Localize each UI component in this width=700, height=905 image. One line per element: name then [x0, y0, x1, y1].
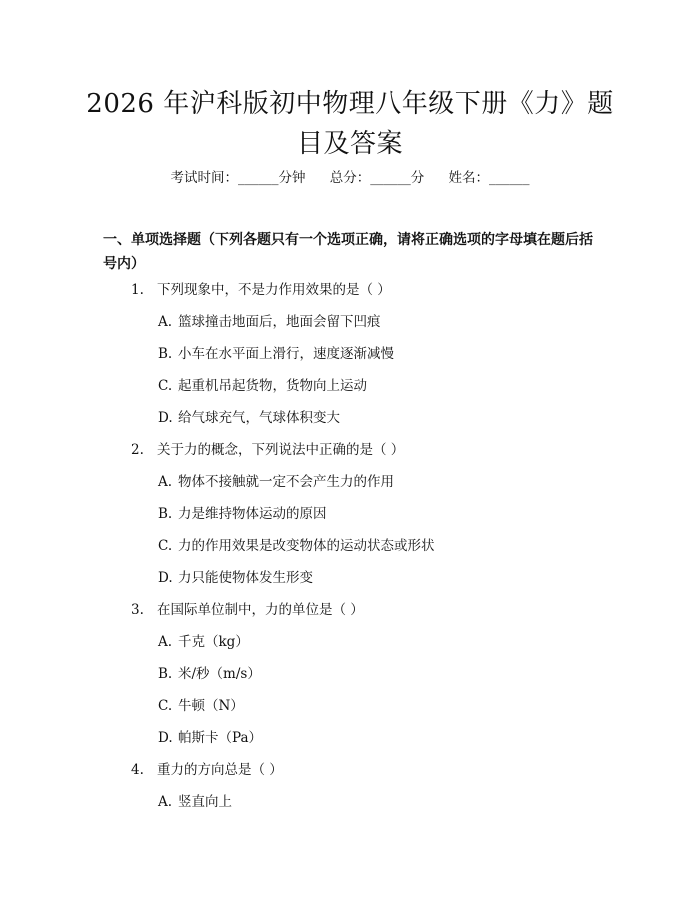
document-title: [60, 84, 640, 164]
option-letter: D.: [158, 410, 173, 426]
option-text: 物体不接触就一定不会产生力的作用: [178, 474, 394, 490]
option-1b: [158, 344, 394, 364]
option-letter: A.: [158, 634, 173, 650]
option-text: 力的作用效果是改变物体的运动状态或形状: [178, 538, 435, 554]
option-text: 力是维持物体运动的原因: [178, 506, 327, 522]
student-name: 姓名：______: [448, 170, 530, 186]
option-letter: C.: [158, 538, 173, 554]
option-letter: D.: [158, 570, 173, 586]
exam-meta: [0, 168, 700, 188]
option-1a: [158, 312, 381, 332]
question-text: 关于力的概念，下列说法中正确的是（ ）: [157, 442, 405, 458]
option-letter: B.: [158, 346, 173, 362]
question-text: 在国际单位制中，力的单位是（ ）: [157, 602, 364, 618]
option-letter: C.: [158, 698, 173, 714]
question-text: 重力的方向总是（ ）: [157, 762, 283, 778]
title-line-2: 目及答案: [296, 129, 403, 159]
option-text: 篮球撞击地面后，地面会留下凹痕: [178, 314, 381, 330]
question-number: 3.: [131, 602, 144, 618]
option-text: 竖直向上: [178, 794, 232, 810]
option-1c: [158, 376, 367, 396]
question-3: [131, 600, 364, 620]
option-3c: [158, 696, 244, 716]
option-letter: B.: [158, 506, 173, 522]
question-4: [131, 760, 283, 780]
option-4a: [158, 792, 232, 812]
question-number: 4.: [131, 762, 144, 778]
option-3d: [158, 728, 262, 748]
question-1: [131, 280, 391, 300]
question-number: 2.: [131, 442, 144, 458]
option-letter: A.: [158, 314, 173, 330]
option-2b: [158, 504, 327, 524]
option-1d: [158, 408, 340, 428]
option-text: 帕斯卡（Pa）: [178, 730, 263, 746]
option-text: 给气球充气，气球体积变大: [178, 410, 340, 426]
option-text: 力只能使物体发生形变: [178, 570, 313, 586]
option-letter: A.: [158, 474, 173, 490]
option-letter: C.: [158, 378, 173, 394]
option-letter: B.: [158, 666, 173, 682]
option-3b: [158, 664, 261, 684]
exam-time: 考试时间：______分钟: [170, 170, 306, 186]
option-text: 米/秒（m/s）: [178, 666, 261, 682]
option-text: 小车在水平面上滑行，速度逐渐减慢: [178, 346, 394, 362]
question-2: [131, 440, 404, 460]
option-3a: [158, 632, 249, 652]
option-text: 千克（kg）: [178, 634, 249, 650]
option-2d: [158, 568, 313, 588]
exam-score: 总分：______分: [329, 170, 425, 186]
section-title: 一、单项选择题（下列各题只有一个选项正确，请将正确选项的字母填在题后括号内）: [103, 232, 593, 272]
question-text: 下列现象中，不是力作用效果的是（ ）: [157, 282, 391, 298]
question-number: 1.: [131, 282, 144, 298]
option-text: 牛顿（N）: [178, 698, 244, 714]
title-line-1: 2026 年沪科版初中物理八年级下册《力》题: [86, 89, 614, 119]
option-2a: [158, 472, 394, 492]
option-text: 起重机吊起货物，货物向上运动: [178, 378, 367, 394]
option-letter: D.: [158, 730, 173, 746]
option-2c: [158, 536, 435, 556]
option-letter: A.: [158, 794, 173, 810]
